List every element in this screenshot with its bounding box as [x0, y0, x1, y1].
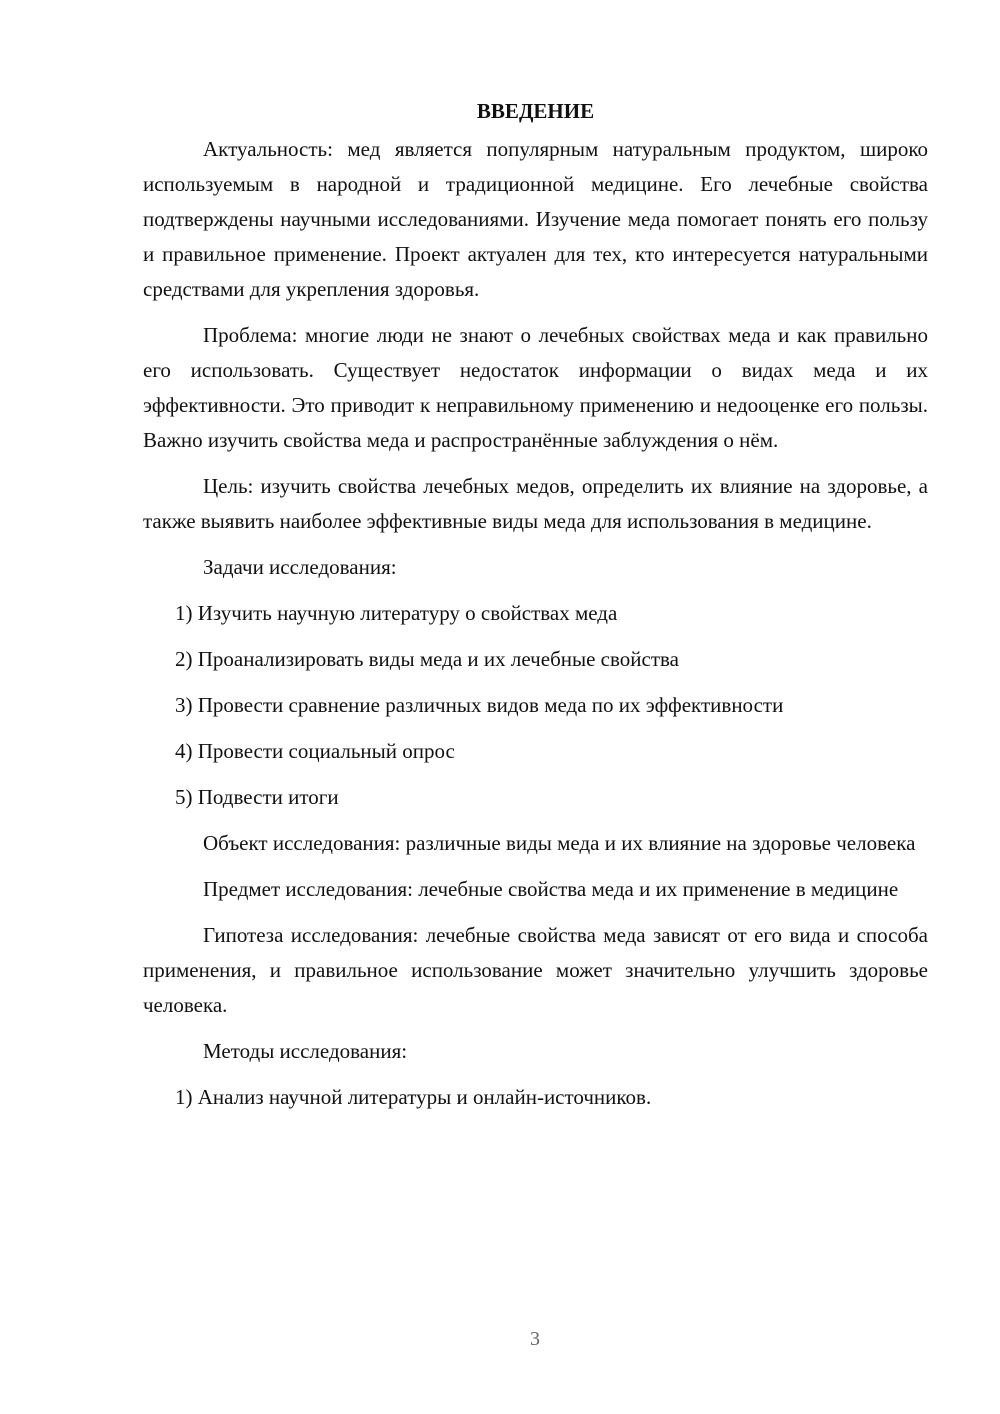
methods-list	[143, 1080, 928, 1115]
task-item: 2) Проанализировать виды меда и их лечебные свойства	[175, 647, 679, 671]
method-item: 1) Анализ научной литературы и онлайн-источников.	[175, 1085, 652, 1109]
task-item: 5) Подвести итоги	[175, 785, 339, 809]
tasks-heading: Задачи исследования:	[203, 555, 397, 579]
page-number: 3	[530, 1328, 540, 1350]
object-paragraph: Объект исследования: различные виды меда и их влияние на здоровье человека	[203, 831, 916, 855]
goal-paragraph: Цель: изучить свойства лечебных медов, определить их влияние на здоровье, а также выявить наиболее эффективные виды меда для использования в медицине.	[143, 474, 928, 533]
relevance-paragraph: Актуальность: мед является популярным натуральным продуктом, широко используемым в народной и традиционной медицине. Его лечебные свойства подтверждены научными исследованиями. Изучение меда помогает понять его пользу и правильное применение. Проект актуален для тех, кто интересуется натуральными средствами для укрепления здоровья.	[143, 137, 928, 301]
task-item: 3) Провести сравнение различных видов меда по их эффективности	[175, 693, 784, 717]
methods-heading: Методы исследования:	[203, 1039, 408, 1063]
tasks-list	[143, 596, 928, 815]
page-title: ВВЕДЕНИЕ	[476, 99, 595, 123]
document-body	[143, 94, 928, 1126]
task-item: 1) Изучить научную литературу о свойствах меда	[175, 601, 618, 625]
problem-paragraph: Проблема: многие люди не знают о лечебных свойствах меда и как правильно его использовать. Существует недостаток информации о видах меда и их эффективности. Это приводит к неправильному применению и недооценке его пользы. Важно изучить свойства меда и распространённые заблуждения о нём.	[143, 323, 928, 452]
task-item: 4) Провести социальный опрос	[175, 739, 455, 763]
hypothesis-paragraph: Гипотеза исследования: лечебные свойства меда зависят от его вида и способа применения, и правильное использование может значительно улучшить здоровье человека.	[143, 923, 928, 1017]
subject-paragraph: Предмет исследования: лечебные свойства меда и их применение в медицине	[203, 877, 899, 901]
